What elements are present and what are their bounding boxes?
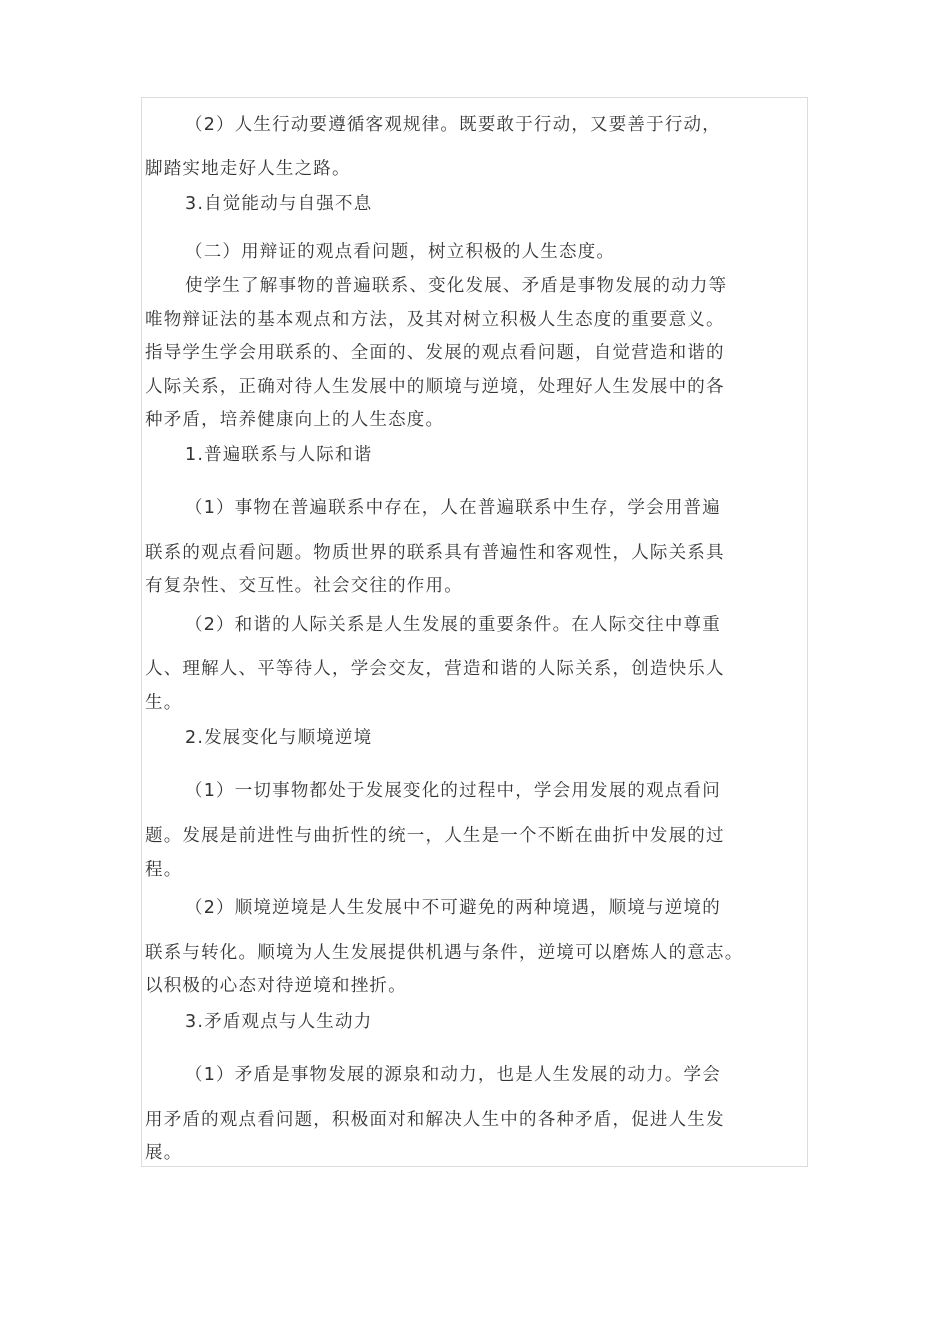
text-line: 题。发展是前进性与曲折性的统一，人生是一个不断在曲折中发展的过 [145, 826, 725, 846]
section-heading: 3.自觉能动与自强不息 [185, 194, 373, 214]
text-line: 种矛盾，培养健康向上的人生态度。 [145, 410, 445, 430]
text-line: 人际关系，正确对待人生发展中的顺境与逆境，处理好人生发展中的各 [145, 377, 725, 397]
text-line: 使学生了解事物的普遍联系、变化发展、矛盾是事物发展的动力等 [185, 276, 728, 296]
section-heading: （二）用辩证的观点看问题，树立积极的人生态度。 [185, 242, 616, 262]
text-line: 联系的观点看问题。物质世界的联系具有普遍性和客观性，人际关系具 [145, 543, 725, 563]
text-line: （2）人生行动要遵循客观规律。既要敢于行动，又要善于行动， [185, 115, 721, 135]
section-heading: 3.矛盾观点与人生动力 [185, 1012, 373, 1032]
text-line: （1）一切事物都处于发展变化的过程中，学会用发展的观点看问 [185, 781, 721, 801]
text-line: 有复杂性、交互性。社会交往的作用。 [145, 576, 463, 596]
text-line: 脚踏实地走好人生之路。 [145, 159, 351, 179]
text-line: 以积极的心态对待逆境和挫折。 [145, 976, 407, 996]
text-line: （2）和谐的人际关系是人生发展的重要条件。在人际交往中尊重 [185, 615, 721, 635]
section-heading: 2.发展变化与顺境逆境 [185, 728, 373, 748]
text-line: 人、理解人、平等待人，学会交友，营造和谐的人际关系，创造快乐人 [145, 659, 725, 679]
text-line: （1）矛盾是事物发展的源泉和动力，也是人生发展的动力。学会 [185, 1065, 721, 1085]
section-heading: 1.普遍联系与人际和谐 [185, 445, 373, 465]
text-line: 指导学生学会用联系的、全面的、发展的观点看问题，自觉营造和谐的 [145, 343, 725, 363]
text-line: （1）事物在普遍联系中存在，人在普遍联系中生存，学会用普遍 [185, 498, 721, 518]
text-line: 用矛盾的观点看问题，积极面对和解决人生中的各种矛盾，促进人生发 [145, 1110, 725, 1130]
text-line: 联系与转化。顺境为人生发展提供机遇与条件，逆境可以磨炼人的意志。 [145, 943, 744, 963]
text-line: 生。 [145, 693, 183, 713]
text-line: 唯物辩证法的基本观点和方法，及其对树立积极人生态度的重要意义。 [145, 310, 725, 330]
text-line: 程。 [145, 860, 183, 880]
text-line: （2）顺境逆境是人生发展中不可避免的两种境遇，顺境与逆境的 [185, 898, 721, 918]
text-line: 展。 [145, 1143, 183, 1163]
